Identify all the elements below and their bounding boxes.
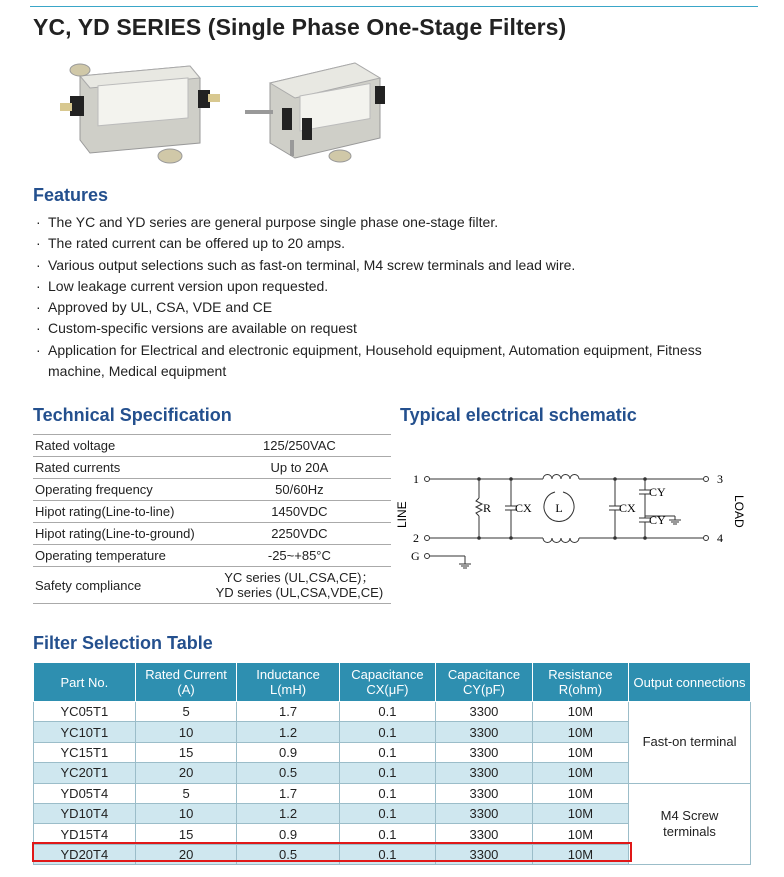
table-row: Safety compliance YC series (UL,CSA,CE)； YD series (UL,CSA,VDE,CE) [33,567,391,604]
l-label: L [555,501,563,515]
list-item: · The YC and YD series are general purpose single phase one-stage filter. [36,214,499,230]
selection-heading: Filter Selection Table [33,633,213,653]
table-row: YD05T4 5 1.7 0.1 3300 10M M4 Screw terminals [34,783,751,803]
col-resistance: Resistance R(ohm) [532,663,628,702]
node-4-label: 4 [717,531,723,545]
node-2-label: 2 [413,531,419,545]
cx2-label: CX [619,501,636,515]
features-list [36,212,756,382]
node-g-label: G [411,549,420,563]
list-item: · Custom-specific versions are available on request [36,320,357,337]
r-label: R [483,501,492,515]
table-row: Rated voltage 125/250VAC [33,435,391,457]
table-row: Operating frequency 50/60Hz [33,479,391,501]
list-item: · Low leakage current version upon requested. [36,277,329,294]
electrical-schematic [393,462,763,577]
col-inductance: Inductance L(mH) [237,663,339,702]
table-header-row [34,663,751,702]
table-row: YD15T4 15 0.9 0.1 3300 10M [34,824,751,844]
col-current: Rated Current (A) [135,663,237,702]
col-cx: Capacitance CX(μF) [339,663,436,702]
list-item: · Approved by UL, CSA, VDE and CE [36,299,273,316]
table-row: Hipot rating(Line-to-line) 1450VDC [33,501,391,523]
col-cy: Capacitance CY(pF) [436,663,533,702]
spec-heading: Technical Specification [33,405,232,425]
table-row: YC15T1 15 0.9 0.1 3300 10M [34,742,751,762]
col-output: Output connections [629,663,751,702]
load-label: LOAD [732,495,746,528]
list-item: · The rated current can be offered up to 20 amps. [36,235,346,252]
table-row: Hipot rating(Line-to-ground) 2250VDC [33,523,391,545]
output-fast-on: Fast-on terminal [629,702,751,784]
filter-photo-yc [60,64,220,163]
line-label: LINE [395,501,409,528]
features-heading: Features [33,185,109,205]
selection-table [33,662,751,865]
schematic-heading: Typical electrical schematic [400,405,637,425]
node-3-label: 3 [717,472,723,486]
table-row: YD10T4 10 1.2 0.1 3300 10M [34,803,751,823]
filter-photo-yd [245,63,385,162]
product-photos [50,48,410,173]
spec-table [33,434,391,604]
top-rule [30,6,758,7]
cx1-label: CX [515,501,532,515]
node-1-label: 1 [413,472,419,486]
table-row: YC05T1 5 1.7 0.1 3300 10M Fast-on terminal [34,702,751,722]
table-row: Operating temperature -25~+85°C [33,545,391,567]
page-title: YC, YD SERIES (Single Phase One-Stage Filters) [33,14,567,40]
table-row: YD20T4 20 0.5 0.1 3300 10M [34,844,751,864]
table-row: YC10T1 10 1.2 0.1 3300 10M [34,722,751,742]
list-item: · Various output selections such as fast-on terminal, M4 screw terminals and lead wire. [36,256,576,273]
cy2-label: CY [649,513,666,527]
list-item: · Application for Electrical and electronic equipment, Household equipment, Automation equipment, Fitness machine, Medical equipment [36,341,702,380]
highlight-box [32,842,632,862]
table-row: Rated currents Up to 20A [33,457,391,479]
output-m4-screw: M4 Screw terminals [629,783,751,865]
table-row: YC20T1 20 0.5 0.1 3300 10M [34,763,751,783]
col-part: Part No. [34,663,136,702]
cy1-label: CY [649,485,666,499]
